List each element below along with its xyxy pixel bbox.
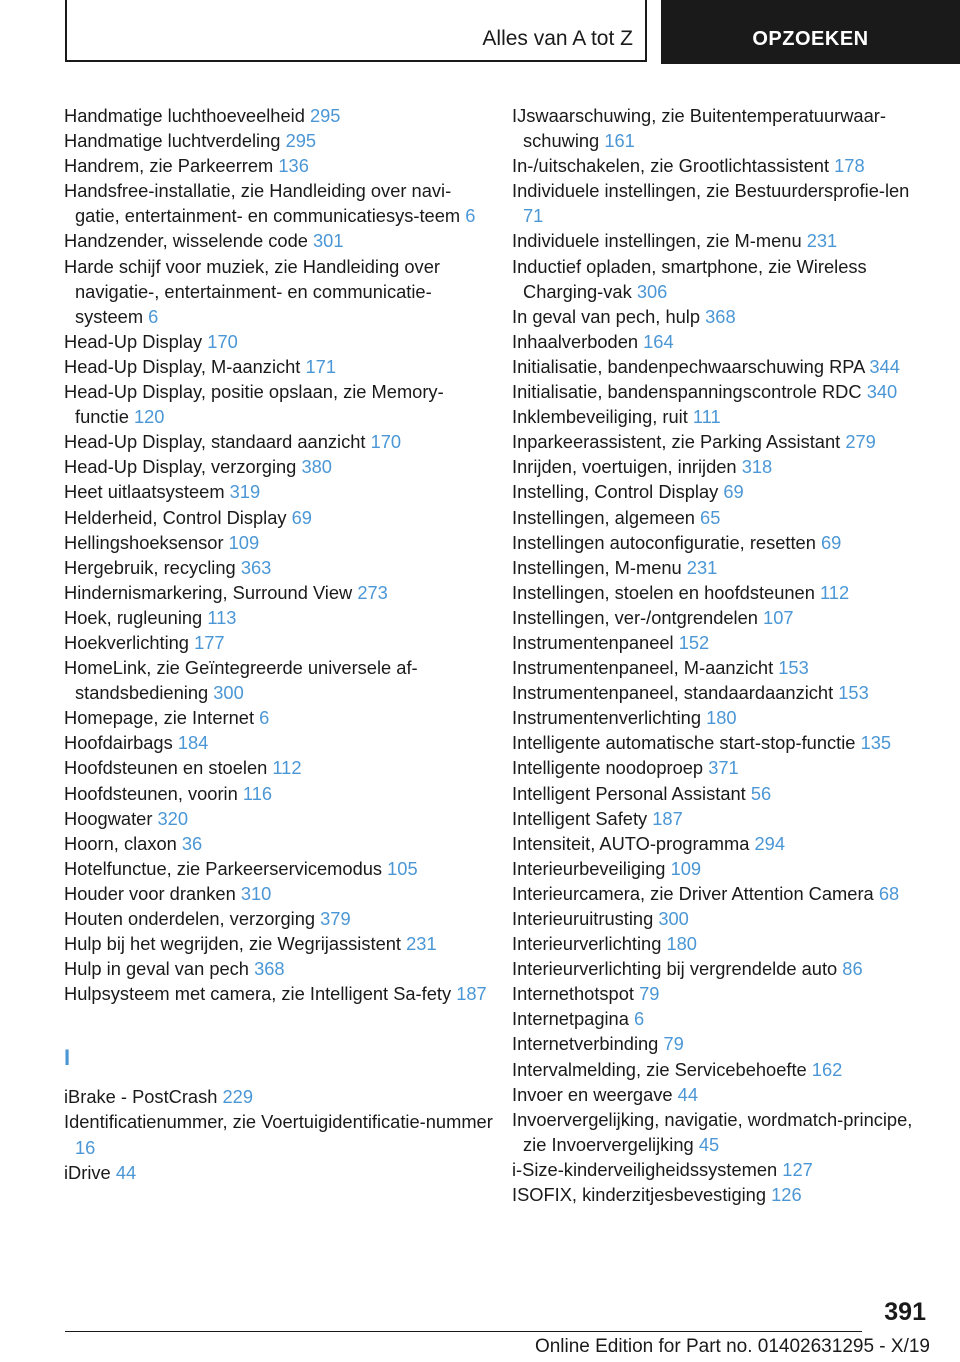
- page-reference-link[interactable]: 161: [604, 130, 635, 152]
- page-reference-link[interactable]: 86: [842, 958, 863, 980]
- page-reference-link[interactable]: 178: [834, 155, 865, 177]
- index-entry: [64, 128, 494, 153]
- index-entry: [64, 329, 494, 354]
- index-entry-label: Hoofdairbags: [64, 732, 173, 754]
- index-entry-label: iDrive: [64, 1161, 111, 1183]
- page-reference-link[interactable]: 162: [811, 1058, 843, 1080]
- page-reference-link[interactable]: 69: [820, 531, 842, 553]
- page-reference-link[interactable]: 112: [819, 581, 850, 603]
- index-entry: [512, 981, 932, 1006]
- index-entry-label: Intelligent Safety: [512, 807, 648, 829]
- index-entry-label: Intensiteit, AUTO-programma: [512, 832, 750, 854]
- index-entry-label: Instellingen, stoelen en hoofdsteunen: [512, 581, 815, 603]
- index-entry: [512, 329, 932, 354]
- index-entry-label: HomeLink, zie Geïntegreerde universele af-standsbediening: [64, 657, 418, 704]
- index-entry-label: Intelligente automatische start-stop-functie: [512, 732, 856, 754]
- page-reference-link[interactable]: 177: [194, 631, 225, 653]
- page-reference-link[interactable]: 164: [643, 330, 674, 352]
- index-entry: [512, 630, 932, 655]
- index-entry: [512, 781, 932, 806]
- page-reference-link[interactable]: 171: [305, 355, 336, 377]
- page-reference-link[interactable]: 368: [705, 305, 736, 327]
- index-entry: [512, 505, 932, 530]
- index-entry: [512, 379, 932, 404]
- index-entry: [64, 906, 494, 931]
- index-entry-label: Homepage, zie Internet: [64, 707, 255, 729]
- index-entry: [512, 1157, 932, 1182]
- index-entry: [64, 228, 494, 253]
- index-list-i-continued: [512, 103, 932, 1207]
- index-entry: [64, 153, 494, 178]
- index-entry-label: Instrumentenpaneel: [512, 631, 674, 653]
- index-entry-label: Interieurbeveiliging: [512, 857, 666, 879]
- index-entry: [64, 379, 494, 429]
- page-reference-link[interactable]: 344: [869, 355, 900, 377]
- index-entry-label: IJswaarschuwing, zie Buitentemperatuurwaar-schuwing: [512, 105, 886, 152]
- index-entry: [64, 178, 494, 228]
- footer-divider: [65, 1331, 862, 1332]
- page-reference-link[interactable]: 295: [285, 130, 317, 152]
- index-entry: [512, 354, 932, 379]
- index-entry: [64, 730, 494, 755]
- index-entry: [64, 555, 494, 580]
- index-entry: [512, 906, 932, 931]
- page-reference-link[interactable]: 79: [663, 1033, 684, 1055]
- index-entry: [64, 655, 494, 705]
- page-reference-link[interactable]: 44: [115, 1161, 137, 1183]
- page-reference-link[interactable]: 107: [763, 606, 794, 628]
- page-reference-link[interactable]: 136: [278, 155, 309, 177]
- page-reference-link[interactable]: 180: [666, 933, 697, 955]
- index-entry-label: Hoogwater: [64, 807, 153, 829]
- page-reference-link[interactable]: 231: [406, 933, 437, 955]
- index-entry-label: Head-Up Display, verzorging: [64, 456, 297, 478]
- index-entry: [64, 505, 494, 530]
- index-entry-label: Hindernismarkering, Surround View: [64, 581, 353, 603]
- page-reference-link[interactable]: 310: [240, 882, 272, 904]
- index-entry-label: Instellingen, algemeen: [512, 506, 695, 528]
- index-entry: [512, 1082, 932, 1107]
- index-entry-label: Identificatienummer, zie Voertuigidentificatie-nummer: [64, 1111, 493, 1133]
- index-entry-label: Interieurverlichting bij vergrendelde auto: [512, 958, 838, 980]
- page-reference-link[interactable]: 69: [291, 506, 312, 528]
- index-column-left: [64, 103, 494, 1185]
- page-reference-link[interactable]: 180: [706, 707, 737, 729]
- index-entry-label: Helderheid, Control Display: [64, 506, 287, 528]
- index-entry: [512, 680, 932, 705]
- index-entry: [512, 705, 932, 730]
- index-entry-label: Hotelfunctue, zie Parkeerservicemodus: [64, 857, 383, 879]
- index-entry: [512, 304, 932, 329]
- page-reference-link[interactable]: 320: [157, 807, 189, 829]
- page-reference-link[interactable]: 120: [133, 406, 165, 428]
- index-entry: [64, 806, 494, 831]
- index-entry: [512, 429, 932, 454]
- page-reference-link[interactable]: 6: [465, 205, 476, 227]
- index-entry: [512, 1182, 932, 1207]
- index-entry-label: Intervalmelding, zie Servicebehoefte: [512, 1058, 807, 1080]
- index-entry-label: Hulpsysteem met camera, zie Intelligent Sa-fety: [64, 983, 452, 1005]
- page-reference-link[interactable]: 65: [700, 506, 721, 528]
- index-entry: [512, 605, 932, 630]
- index-entry-label: Initialisatie, bandenpechwaarschuwing RPA: [512, 355, 865, 377]
- index-entry-label: Instrumentenverlichting: [512, 707, 701, 729]
- index-entry-label: Invoervergelijking, navigatie, wordmatch-principe, zie Invoervergelijking: [512, 1108, 913, 1155]
- index-entry-label: Hergebruik, recycling: [64, 556, 236, 578]
- index-entry: [64, 1160, 494, 1185]
- index-entry: [64, 705, 494, 730]
- page-reference-link[interactable]: 68: [878, 882, 900, 904]
- index-entry: [64, 429, 494, 454]
- index-entry: [64, 530, 494, 555]
- index-entry: [512, 103, 932, 153]
- page-reference-link[interactable]: 127: [782, 1158, 813, 1180]
- index-entry-label: Interieuruitrusting: [512, 908, 654, 929]
- index-entry-label: Hoofdsteunen en stoelen: [64, 757, 268, 779]
- index-entry: [64, 630, 494, 655]
- index-entry-label: Heet uitlaatsysteem: [64, 481, 225, 503]
- index-entry-label: Invoer en weergave: [512, 1083, 673, 1105]
- index-entry: [512, 1107, 932, 1157]
- page-reference-link[interactable]: 71: [523, 205, 544, 227]
- page-reference-link[interactable]: 231: [806, 230, 838, 252]
- index-entry-label: Inparkeerassistent, zie Parking Assistant: [512, 431, 841, 453]
- index-entry-label: Instellingen, ver-/ontgrendelen: [512, 606, 758, 628]
- section-letter-i: I: [64, 1045, 71, 1071]
- section-spacer: [64, 1006, 494, 1047]
- index-entry-label: ISOFIX, kinderzitjesbevestiging: [512, 1184, 767, 1206]
- index-entry-label: Hoorn, claxon: [64, 832, 177, 854]
- index-entry: [512, 806, 932, 831]
- page-reference-link[interactable]: 45: [698, 1133, 720, 1155]
- page-reference-link[interactable]: 36: [181, 832, 203, 854]
- index-entry: [64, 354, 494, 379]
- page-reference-link[interactable]: 170: [207, 330, 238, 352]
- index-entry-label: Individuele instellingen, zie M-menu: [512, 230, 802, 252]
- page-reference-link[interactable]: 79: [639, 983, 660, 1005]
- page-reference-link[interactable]: 231: [686, 556, 718, 578]
- index-entry-label: Hulp in geval van pech: [64, 958, 249, 980]
- page-reference-link[interactable]: 6: [259, 707, 270, 729]
- page-reference-link[interactable]: 152: [678, 631, 710, 653]
- header-title: Alles van A tot Z: [482, 27, 633, 50]
- index-entry-label: Handmatige luchtverdeling: [64, 130, 281, 152]
- page-reference-link[interactable]: 318: [741, 456, 773, 478]
- page-reference-link[interactable]: 380: [301, 456, 332, 478]
- index-entry-label: Head-Up Display, positie opslaan, zie Memory-functie: [64, 381, 444, 428]
- index-entry: [512, 931, 932, 956]
- index-entry-label: Hoofdsteunen, voorin: [64, 782, 238, 804]
- index-entry-label: Head-Up Display, M-aanzicht: [64, 355, 301, 377]
- page-reference-link[interactable]: 109: [670, 857, 702, 879]
- index-entry: [512, 580, 932, 605]
- index-entry: [64, 479, 494, 504]
- index-entry: [64, 103, 494, 128]
- index-entry: [64, 981, 494, 1006]
- page-reference-link[interactable]: 379: [320, 908, 351, 929]
- page-reference-link[interactable]: 113: [207, 606, 237, 628]
- page-reference-link[interactable]: 6: [148, 305, 159, 327]
- page-reference-link[interactable]: 229: [222, 1086, 254, 1108]
- page-reference-link[interactable]: 184: [177, 732, 209, 754]
- page-reference-link[interactable]: 69: [723, 481, 744, 503]
- index-list-h: [64, 103, 494, 1006]
- index-entry-label: Inklembeveiliging, ruit: [512, 406, 688, 428]
- index-entry: [512, 254, 932, 304]
- index-entry-label: Head-Up Display: [64, 330, 203, 352]
- index-entry: [512, 856, 932, 881]
- page-reference-link[interactable]: 300: [213, 682, 244, 704]
- index-entry: [64, 580, 494, 605]
- index-entry-label: Handzender, wisselende code: [64, 230, 308, 252]
- index-entry-label: Houder voor dranken: [64, 882, 236, 904]
- index-entry-label: Handmatige luchthoeveelheid: [64, 105, 305, 126]
- index-entry-label: Interieurverlichting: [512, 933, 662, 955]
- page-reference-link[interactable]: 301: [313, 230, 344, 252]
- index-entry-label: Instelling, Control Display: [512, 481, 719, 503]
- page-reference-link[interactable]: 187: [652, 807, 683, 829]
- index-entry-label: Inhaalverboden: [512, 330, 639, 352]
- page-reference-link[interactable]: 105: [387, 857, 418, 879]
- index-entry: [512, 755, 932, 780]
- index-entry: [64, 881, 494, 906]
- header-box: [65, 0, 647, 62]
- index-entry-label: i-Size-kinderveiligheidssystemen: [512, 1158, 778, 1180]
- index-entry: [64, 755, 494, 780]
- page-reference-link[interactable]: 363: [240, 556, 272, 578]
- page-reference-link[interactable]: 273: [357, 581, 388, 603]
- index-entry: [64, 831, 494, 856]
- page-reference-link[interactable]: 135: [860, 732, 892, 754]
- page-reference-link[interactable]: 16: [75, 1136, 96, 1158]
- index-entry-label: Handsfree-installatie, zie Handleiding over navi-gatie, entertainment- en communicatiesys-teem: [64, 180, 461, 227]
- index-entry: [512, 454, 932, 479]
- page-reference-link[interactable]: 112: [272, 757, 302, 779]
- index-entry: [512, 153, 932, 178]
- page-reference-link[interactable]: 116: [242, 782, 273, 804]
- index-entry-label: Individuele instellingen, zie Bestuurdersprofie-len: [512, 180, 910, 202]
- index-entry: [512, 404, 932, 429]
- index-entry-label: Internetpagina: [512, 1008, 629, 1030]
- index-entry-label: Instellingen autoconfiguratie, resetten: [512, 531, 816, 553]
- tab-opzoeken[interactable]: OPZOEKEN: [661, 0, 960, 64]
- index-entry: [512, 1057, 932, 1082]
- page-number: 391: [884, 1298, 926, 1326]
- index-entry: [64, 781, 494, 806]
- page-reference-link[interactable]: 306: [636, 280, 668, 302]
- index-entry: [512, 730, 932, 755]
- index-entry-label: Interieurcamera, zie Driver Attention Camera: [512, 882, 874, 904]
- index-entry-label: Internethotspot: [512, 983, 634, 1005]
- index-entry-label: Handrem, zie Parkeerrem: [64, 155, 274, 177]
- index-entry: [512, 530, 932, 555]
- index-entry: [512, 1006, 932, 1031]
- page-reference-link[interactable]: 371: [708, 757, 739, 779]
- page-reference-link[interactable]: 319: [229, 481, 261, 503]
- index-entry-label: Hulp bij het wegrijden, zie Wegrijassistent: [64, 933, 402, 955]
- page-reference-link[interactable]: 340: [866, 381, 898, 403]
- index-entry: [64, 931, 494, 956]
- page-reference-link[interactable]: 126: [771, 1184, 802, 1206]
- page-reference-link[interactable]: 44: [677, 1083, 699, 1105]
- index-entry-label: Initialisatie, bandenspanningscontrole RDC: [512, 381, 862, 403]
- index-entry-label: Head-Up Display, standaard aanzicht: [64, 431, 366, 453]
- index-entry-label: Harde schijf voor muziek, zie Handleiding over navigatie-, entertainment- en communicatie-systeem: [64, 255, 440, 327]
- page-reference-link[interactable]: 170: [370, 431, 402, 453]
- page-reference-link[interactable]: 300: [658, 908, 689, 929]
- page-reference-link[interactable]: 295: [309, 105, 341, 126]
- index-entry: [512, 228, 932, 253]
- index-entry-label: Intelligent Personal Assistant: [512, 782, 746, 804]
- index-entry-label: Instrumentenpaneel, M-aanzicht: [512, 657, 774, 679]
- index-entry: [64, 454, 494, 479]
- page-reference-link[interactable]: 279: [845, 431, 876, 453]
- page-reference-link[interactable]: 56: [750, 782, 772, 804]
- index-entry-label: Instellingen, M-menu: [512, 556, 682, 578]
- index-entry: [512, 479, 932, 504]
- page-reference-link[interactable]: 294: [754, 832, 786, 854]
- index-entry: [64, 1084, 494, 1109]
- index-entry-label: Inductief opladen, smartphone, zie Wireless Charging-vak: [512, 255, 867, 302]
- index-entry-label: Instrumentenpaneel, standaardaanzicht: [512, 682, 834, 704]
- page-reference-link[interactable]: 153: [838, 682, 869, 704]
- page-reference-link[interactable]: 153: [778, 657, 809, 679]
- page-reference-link[interactable]: 109: [228, 531, 260, 553]
- index-entry: [64, 956, 494, 981]
- index-list-i: [64, 1084, 494, 1184]
- index-entry: [64, 605, 494, 630]
- index-entry-label: In geval van pech, hulp: [512, 305, 701, 327]
- index-entry: [512, 1031, 932, 1056]
- page-reference-link[interactable]: 368: [254, 958, 285, 980]
- index-entry: [512, 178, 932, 228]
- index-entry-label: Inrijden, voertuigen, inrijden: [512, 456, 737, 478]
- index-entry: [64, 254, 494, 329]
- index-entry-label: Internetverbinding: [512, 1033, 659, 1055]
- index-entry: [512, 956, 932, 981]
- index-column-right: [512, 103, 932, 1207]
- index-entry: [512, 555, 932, 580]
- index-entry-label: Hoek, rugleuning: [64, 606, 203, 628]
- index-entry-label: Hoekverlichting: [64, 631, 189, 653]
- index-entry-label: Intelligente noodoproep: [512, 757, 704, 779]
- index-entry-label: iBrake - PostCrash: [64, 1086, 218, 1108]
- page-reference-link[interactable]: 6: [634, 1008, 645, 1030]
- page-reference-link[interactable]: 187: [456, 983, 487, 1005]
- index-entry-label: Hellingshoeksensor: [64, 531, 224, 553]
- index-entry: [64, 1109, 494, 1159]
- footer-edition-note: Online Edition for Part no. 01402631295 - X/19: [534, 1336, 930, 1357]
- index-entry: [64, 856, 494, 881]
- page-reference-link[interactable]: 111: [692, 406, 721, 428]
- index-entry-label: In-/uitschakelen, zie Grootlichtassistent: [512, 155, 830, 177]
- index-entry-label: Houten onderdelen, verzorging: [64, 908, 316, 929]
- index-entry: [512, 831, 932, 856]
- index-entry: [512, 655, 932, 680]
- index-entry: [512, 881, 932, 906]
